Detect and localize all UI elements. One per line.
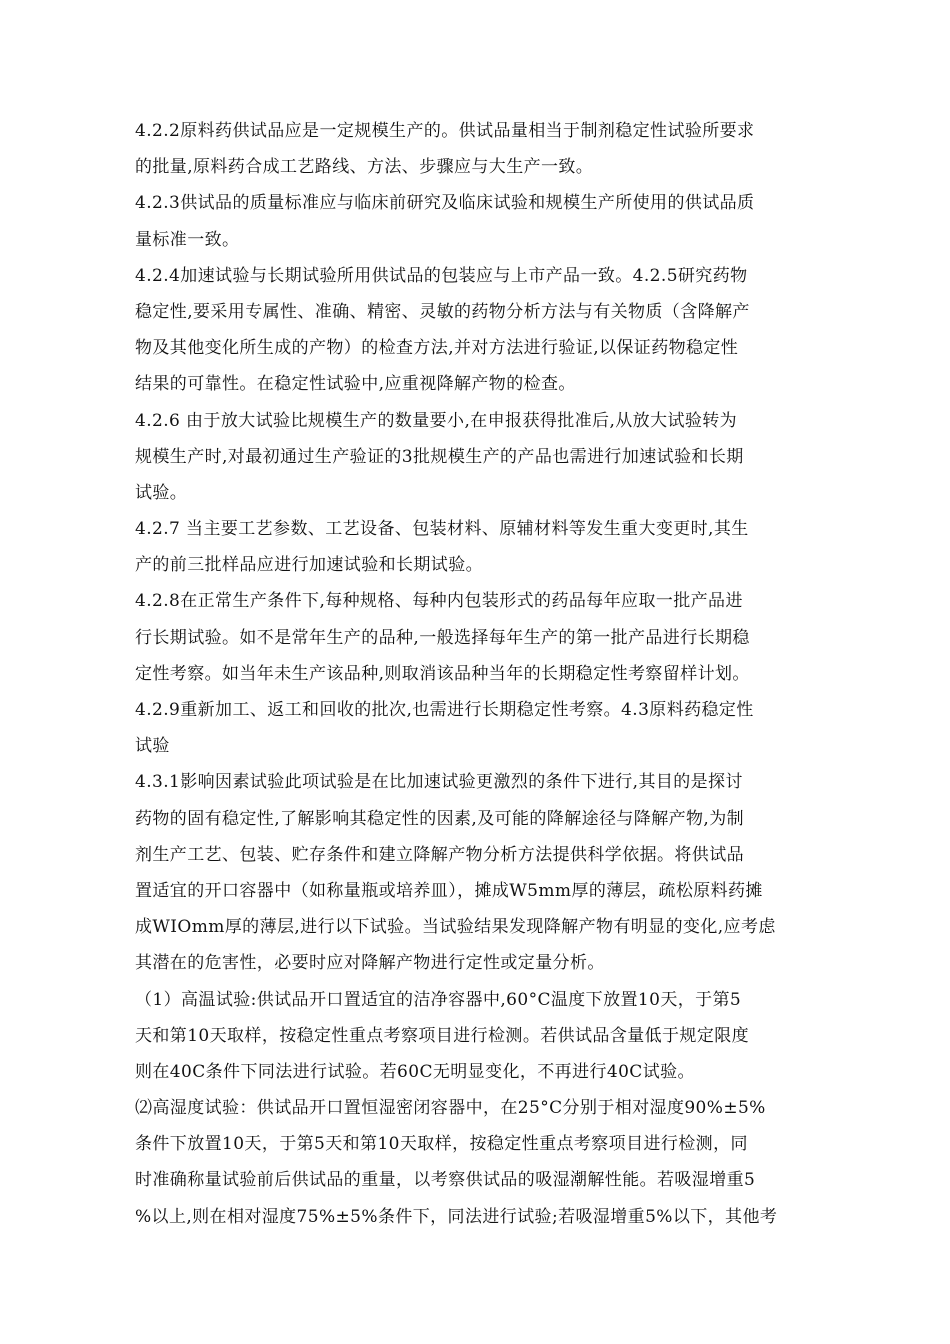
paragraph-4-2-2 [135, 113, 825, 185]
paragraph-4-3-1 [135, 764, 825, 981]
text-line: （1）高温试验:供试品开口置适宜的洁净容器中,60°C温度下放置10天，于第5 [135, 989, 742, 1010]
paragraph-4-2-7 [135, 511, 825, 583]
text-line: 产的前三批样品应进行加速试验和长期试验。 [135, 555, 483, 576]
text-line: 剂生产工艺、包装、贮存条件和建立降解产物分析方法提供科学依据。将供试品 [135, 844, 744, 865]
text-line: 天和第10天取样，按稳定性重点考察项目进行检测。若供试品含量低于规定限度 [135, 1025, 750, 1046]
text-line: 定性考察。如当年未生产该品种,则取消该品种当年的长期稳定性考察留样计划。 [135, 663, 750, 684]
text-line: 4.2.9重新加工、返工和回收的批次,也需进行长期稳定性考察。4.3原料药稳定性 [135, 700, 754, 720]
text-line: 4.2.6 由于放大试验比规模生产的数量要小,在申报获得批准后,从放大试验转为 [135, 410, 738, 431]
text-line: 其潜在的危害性，必要时应对降解产物进行定性或定量分析。 [135, 953, 605, 974]
text-line: 试验。 [135, 482, 188, 503]
text-line: 结果的可靠性。在稳定性试验中,应重视降解产物的检查。 [135, 374, 576, 395]
text-line: 的批量,原料药合成工艺路线、方法、步骤应与大生产一致。 [135, 157, 594, 178]
text-line: 成WIOmm厚的薄层,进行以下试验。当试验结果发现降解产物有明显的变化,应考虑 [135, 917, 776, 938]
text-line: 规模生产时,对最初通过生产验证的3批规模生产的产品也需进行加速试验和长期 [135, 446, 744, 467]
text-line: 置适宜的开口容器中（如称量瓶或培养皿），摊成W5mm厚的薄层，疏松原料药摊 [135, 880, 763, 901]
paragraph-4-2-3 [135, 185, 825, 257]
paragraph-high-humidity-test [135, 1090, 825, 1235]
paragraph-4-2-8 [135, 583, 825, 692]
text-line: 试验 [135, 736, 170, 757]
document-body [135, 113, 825, 1235]
paragraph-4-2-4 [135, 258, 825, 403]
text-line: 量标准一致。 [135, 229, 240, 250]
paragraph-high-temperature-test [135, 982, 825, 1091]
text-line: 4.2.4加速试验与长期试验所用供试品的包装应与上市产品一致。4.2.5研究药物 [135, 265, 748, 286]
text-line: 稳定性,要采用专属性、准确、精密、灵敏的药物分析方法与有关物质（含降解产 [135, 301, 750, 322]
text-line: 4.2.3供试品的质量标准应与临床前研究及临床试验和规模生产所使用的供试品质 [135, 193, 755, 214]
text-line: 4.3.1影响因素试验此项试验是在比加速试验更激烈的条件下进行,其目的是探讨 [135, 772, 743, 793]
text-line: 药物的固有稳定性,了解影响其稳定性的因素,及可能的降解途径与降解产物,为制 [135, 808, 745, 829]
text-line: 时准确称量试验前后供试品的重量，以考察供试品的吸湿潮解性能。若吸湿增重5 [135, 1170, 756, 1191]
text-line: 条件下放置10天，于第5天和第10天取样，按稳定性重点考察项目进行检测，同 [135, 1134, 748, 1155]
paragraph-4-2-6 [135, 403, 825, 512]
text-line: 物及其他变化所生成的产物）的检查方法,并对方法进行验证,以保证药物稳定性 [135, 338, 739, 359]
text-line: 4.2.2原料药供试品应是一定规模生产的。供试品量相当于制剂稳定性试验所要求 [135, 121, 755, 141]
text-line: 行长期试验。如不是常年生产的品种,一般选择每年生产的第一批产品进行长期稳 [135, 627, 750, 648]
text-line: 4.2.8在正常生产条件下,每种规格、每种内包装形式的药品每年应取一批产品进 [135, 591, 743, 612]
text-line: 4.2.7 当主要工艺参数、工艺设备、包装材料、原辅材料等发生重大变更时,其生 [135, 519, 749, 540]
text-line: %以上,则在相对湿度75%±5%条件下，同法进行试验;若吸湿增重5%以下，其他考 [135, 1206, 778, 1227]
text-line: ⑵高湿度试验：供试品开口置恒湿密闭容器中，在25°C分别于相对湿度90%±5% [135, 1098, 766, 1119]
text-line: 则在40C条件下同法进行试验。若60C无明显变化，不再进行40C试验。 [135, 1061, 695, 1082]
paragraph-4-2-9 [135, 692, 825, 764]
